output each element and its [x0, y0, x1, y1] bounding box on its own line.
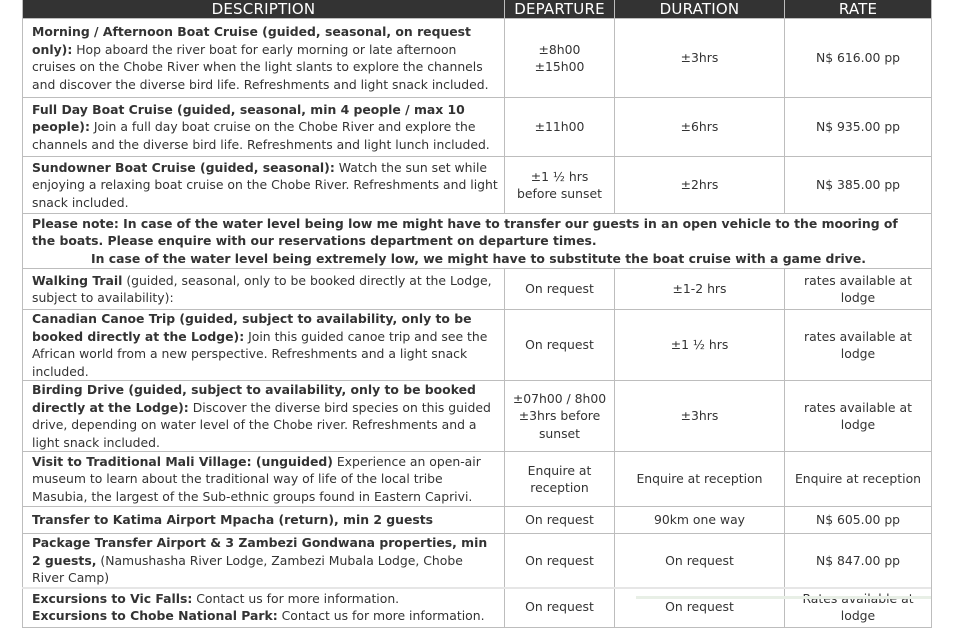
row-text: Hop aboard the river boat for early morning or late afternoon cruises on the Chobe River when the light slants to explore the channels and discover the diverse bird life. Refreshments and light snack included. [32, 41, 489, 92]
departure-line: ±1 ½ hrs [530, 168, 589, 184]
row-rate: N$ 385.00 pp [785, 157, 932, 214]
row-rate [785, 269, 932, 310]
departure-line: ±8h00 [538, 41, 581, 57]
row-text: Join a full day boat cruise on the Chobe River and explore the channels and the diverse bird life. Refreshments and light lunch included. [32, 119, 490, 152]
row-text: (guided, seasonal, only to be booked directly at the Lodge, subject to availability): [32, 272, 492, 305]
row-description [23, 269, 505, 310]
row-description [23, 534, 505, 588]
row-departure [505, 381, 615, 452]
row-rate: N$ 847.00 pp [785, 534, 932, 588]
rate-line: rates available at [804, 328, 912, 344]
row-title: Walking Trail [32, 272, 123, 288]
row-text: (Namushasha River Lodge, Zambezi Mubala Lodge, Chobe River Camp) [32, 552, 463, 585]
excursion-line [32, 590, 498, 608]
row-title: Birding Drive (guided, subject to availability, only to be booked directly at the Lodge): [32, 382, 476, 415]
row-text: Discover the diverse bird species on this guided drive, depending on water level of the Chobe river. Refreshments and a light snack included. [32, 399, 491, 450]
row-title: Package Transfer Airport & 3 Zambezi Gondwana properties, min 2 guests, [32, 535, 488, 568]
table-row [23, 381, 932, 452]
rate-line: lodge [840, 608, 876, 623]
table-row [23, 98, 932, 157]
row-title: Excursions to Chobe National Park: [32, 608, 278, 623]
row-departure: On request [505, 587, 615, 627]
table-row [23, 507, 932, 534]
departure-line: ±3hrs before [518, 408, 601, 424]
row-title: Morning / Afternoon Boat Cruise (guided, seasonal, on request only): [32, 24, 471, 57]
departure-line: sunset [538, 425, 581, 441]
row-description [23, 310, 505, 381]
row-rate [785, 310, 932, 381]
header-departure: DEPARTURE [505, 0, 615, 19]
row-duration: ±1-2 hrs [615, 269, 785, 310]
row-description [23, 98, 505, 157]
rates-table [22, 0, 932, 628]
row-rate [785, 587, 932, 627]
row-duration: On request [615, 587, 785, 627]
row-duration: ±2hrs [615, 157, 785, 214]
row-departure [505, 157, 615, 214]
row-departure: On request [505, 534, 615, 588]
header-rate: RATE [785, 0, 932, 19]
note-row [23, 214, 932, 269]
row-rate: N$ 605.00 pp [785, 507, 932, 534]
row-departure [505, 19, 615, 98]
table-row [23, 452, 932, 507]
row-departure: On request [505, 310, 615, 381]
row-description [23, 381, 505, 452]
row-title: Excursions to Vic Falls: [32, 590, 193, 606]
table-header-row [23, 0, 932, 19]
row-title: Full Day Boat Cruise (guided, seasonal, min 4 people / max 10 people): [32, 101, 465, 135]
row-description [23, 587, 505, 627]
row-departure: On request [505, 269, 615, 310]
row-text: Contact us for more information. [192, 590, 400, 606]
excursion-line [32, 607, 498, 625]
note-line-1: Please note: In case of the water level being low me might have to transfer our guests in an open vehicle to the mooring of the boats. Please enquire with our reservations department on departure times. [32, 215, 898, 249]
row-duration: Enquire at reception [615, 452, 785, 507]
table-row [23, 587, 932, 627]
row-title: Transfer to Katima Airport Mpacha (return), min 2 guests [32, 512, 434, 528]
row-rate [785, 381, 932, 452]
row-text: Join this guided canoe trip and see the African world from a new perspective. Refreshments and a light snack included. [32, 328, 488, 379]
row-title: Sundowner Boat Cruise (guided, seasonal): [32, 159, 335, 175]
header-description: DESCRIPTION [23, 0, 505, 19]
activities-rates-table [22, 0, 931, 628]
row-rate: N$ 935.00 pp [785, 98, 932, 157]
departure-line: ±07h00 / 8h00 [512, 390, 607, 406]
departure-line: reception [530, 480, 589, 495]
table-row [23, 310, 932, 381]
row-departure: On request [505, 507, 615, 534]
header-duration: DURATION [615, 0, 785, 19]
table-row [23, 534, 932, 588]
row-rate: N$ 616.00 pp [785, 19, 932, 98]
departure-line: before sunset [517, 186, 602, 201]
rate-line: rates available at [804, 399, 912, 415]
row-duration: ±3hrs [615, 19, 785, 98]
row-duration: On request [615, 534, 785, 588]
row-rate: Enquire at reception [785, 452, 932, 507]
rate-line: lodge [840, 417, 876, 432]
row-description [23, 452, 505, 507]
rate-line: lodge [840, 290, 876, 305]
row-duration: ±3hrs [615, 381, 785, 452]
row-text: Watch the sun set while enjoying a relaxing boat cruise on the Chobe River. Refreshments and light snack included. [32, 159, 498, 210]
row-departure [505, 452, 615, 507]
row-title: Visit to Traditional Mali Village: (unguided) [32, 453, 333, 469]
departure-line: Enquire at [527, 462, 592, 478]
rate-line: rates available at [804, 272, 912, 288]
note-line-2: In case of the water level being extremely low, we might have to substitute the boat cruise with a game drive. [91, 250, 866, 266]
row-duration: 90km one way [615, 507, 785, 534]
row-duration: ±1 ½ hrs [615, 310, 785, 381]
row-duration: ±6hrs [615, 98, 785, 157]
row-departure: ±11h00 [505, 98, 615, 157]
table-row [23, 269, 932, 310]
row-title: Canadian Canoe Trip (guided, subject to availability, only to be booked directly at the Lodge): [32, 311, 472, 344]
water-level-note [23, 214, 932, 269]
rate-line: lodge [840, 346, 876, 361]
table-row [23, 19, 932, 98]
row-description [23, 157, 505, 214]
row-description [23, 19, 505, 98]
table-row [23, 157, 932, 214]
row-text: Contact us for more information. [277, 608, 485, 623]
table-bottom-shadow [22, 587, 931, 589]
departure-line: ±15h00 [534, 59, 585, 74]
row-text: Experience an open-air museum to learn about the traditional way of life of the local tribe Masubia, the largest of the Sub-ethnic groups found in Eastern Caprivi. [32, 453, 481, 504]
row-description [23, 507, 505, 534]
